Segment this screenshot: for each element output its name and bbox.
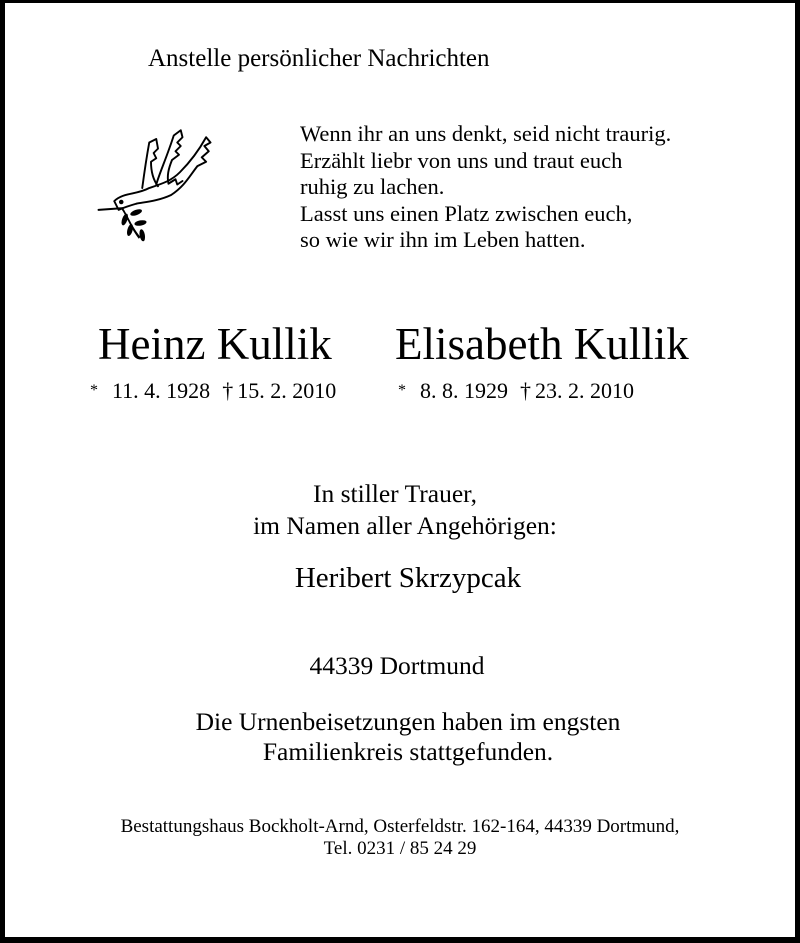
mourning-line: In stiller Trauer, xyxy=(312,479,477,508)
poem-line: Erzählt liebr von uns und traut euch xyxy=(300,147,623,173)
birth-date: 8. 8. 1929 xyxy=(420,378,508,403)
birth-star-icon: * xyxy=(90,382,98,399)
poem-line: Lasst uns einen Platz zwischen euch, xyxy=(300,200,633,226)
phone: Tel. 0231 / 85 24 29 xyxy=(323,838,477,859)
life-dates xyxy=(398,378,634,404)
poem-line: Wenn ihr an uns denkt, seid nicht traurig. xyxy=(300,121,672,146)
mourning-line: im Namen aller Angehörigen: xyxy=(253,511,557,540)
dove-icon xyxy=(88,118,228,258)
death-cross-icon: † xyxy=(222,378,234,403)
note-line: Familienkreis stattgefunden. xyxy=(262,737,554,766)
birth-date: 11. 4. 1928 xyxy=(112,378,211,403)
deceased-name: Heinz Kullik xyxy=(98,319,332,369)
poem-line: ruhig zu lachen. xyxy=(300,174,445,199)
death-cross-icon: † xyxy=(520,378,531,403)
poem-line: so wie wir ihn im Leben hatten. xyxy=(300,227,586,252)
funeral-home: Bestattungshaus Bockholt-Arnd, Osterfeldstr. 162-164, 44339 Dortmund, xyxy=(120,816,680,837)
city: 44339 Dortmund xyxy=(309,651,485,680)
header-text: Anstelle persönlicher Nachrichten xyxy=(148,45,490,72)
poem xyxy=(300,121,671,254)
death-date: 23. 2. 2010 xyxy=(535,378,634,403)
deceased-name: Elisabeth Kullik xyxy=(395,319,689,369)
footer xyxy=(0,816,800,860)
mourner-name: Heribert Skrzypcak xyxy=(294,562,522,594)
birth-star-icon: * xyxy=(398,382,406,399)
death-date: 15. 2. 2010 xyxy=(237,378,337,403)
note-line: Die Urnenbeisetzungen haben im engsten xyxy=(195,707,621,736)
life-dates xyxy=(90,378,336,404)
